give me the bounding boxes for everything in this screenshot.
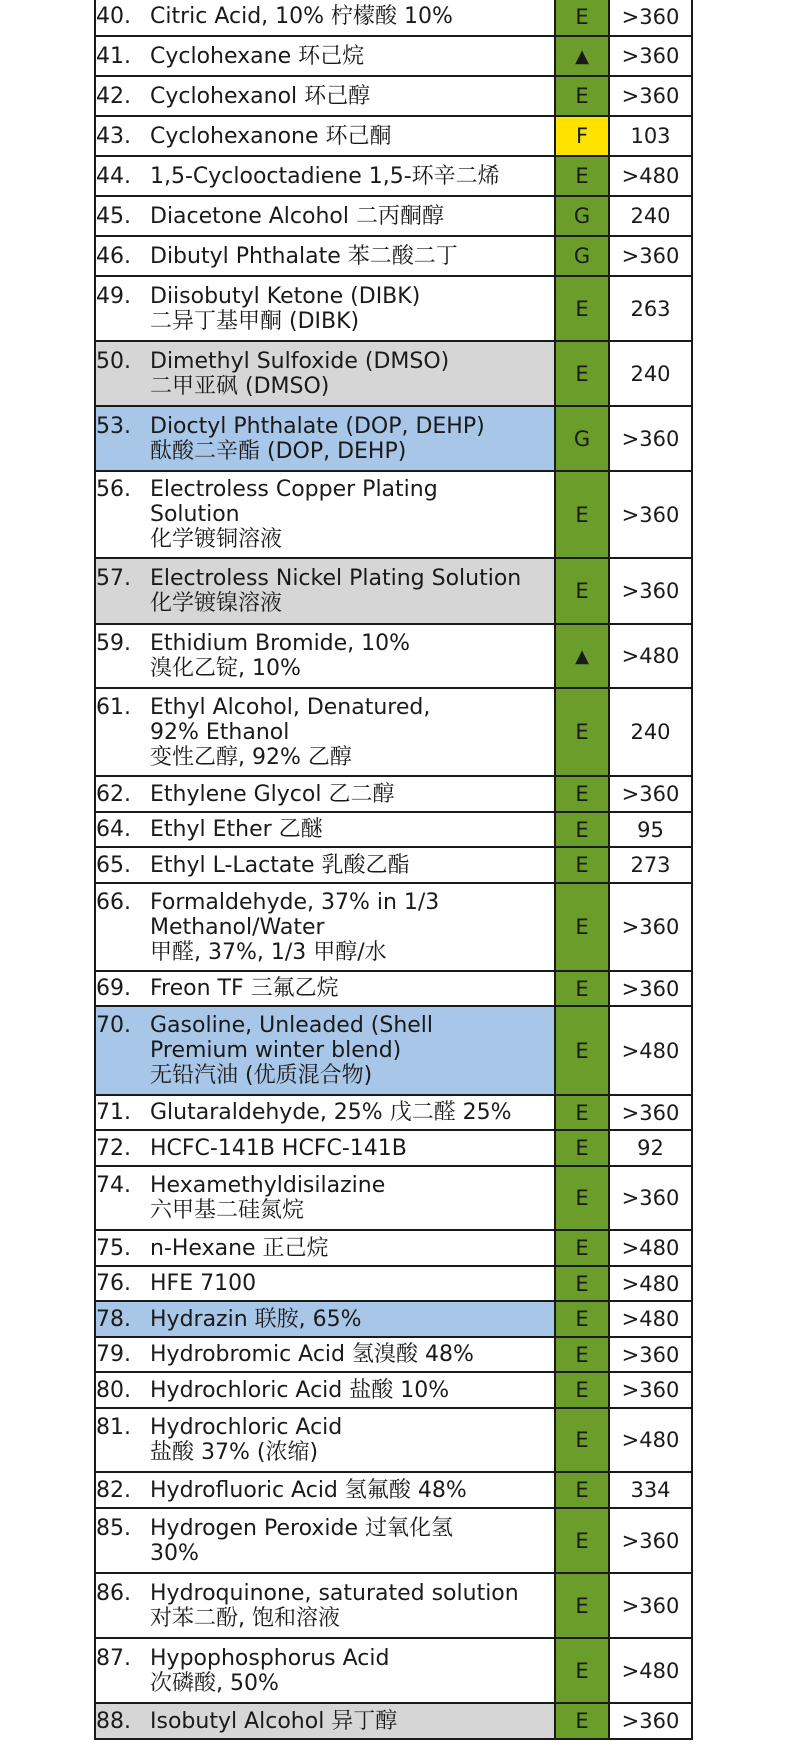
chemical-name: Hydrofluoric Acid 氢氟酸 48%: [150, 1477, 467, 1503]
rating-badge: E: [555, 1230, 609, 1266]
chemical-name: Hydrazin 联胺, 65%: [150, 1306, 362, 1332]
chemical-cell: [95, 1266, 555, 1301]
chemical-number: 66.: [96, 889, 131, 915]
rating-badge: E: [555, 1130, 609, 1166]
breakthrough-time: >480: [609, 156, 692, 196]
breakthrough-time: >360: [609, 0, 692, 36]
breakthrough-time: >360: [609, 1337, 692, 1372]
rating-badge: E: [555, 1337, 609, 1372]
chemical-name: Hydrogen Peroxide 过氧化氢 30%: [150, 1515, 453, 1566]
chemical-name: Dibutyl Phthalate 苯二酸二丁: [150, 243, 458, 269]
chemical-cell: [95, 971, 555, 1006]
rating-badge: G: [555, 236, 609, 276]
table-row: [95, 76, 692, 116]
chemical-number: 53.: [96, 413, 131, 439]
chemical-name: HCFC-141B HCFC-141B: [150, 1135, 407, 1161]
chemical-number: 75.: [96, 1235, 131, 1261]
warning-triangle-icon: ▲: [555, 624, 609, 688]
chemical-name: Ethidium Bromide, 10% 溴化乙锭, 10%: [150, 631, 411, 681]
rating-badge: E: [555, 76, 609, 116]
breakthrough-time: >480: [609, 1638, 692, 1703]
table-row: [95, 1230, 692, 1266]
rating-badge: E: [555, 0, 609, 36]
chemical-number: 49.: [96, 283, 131, 309]
chemical-cell: [95, 0, 555, 36]
breakthrough-time: 92: [609, 1130, 692, 1166]
breakthrough-time: >360: [609, 776, 692, 812]
chemical-cell: [95, 1095, 555, 1130]
rating-badge: E: [555, 471, 609, 558]
breakthrough-time: 263: [609, 276, 692, 341]
breakthrough-time: 334: [609, 1472, 692, 1508]
rating-badge: E: [555, 847, 609, 883]
chemical-name: Cyclohexane 环己烷: [150, 43, 365, 69]
table-row: [95, 1472, 692, 1508]
chemical-name: Formaldehyde, 37% in 1/3 Methanol/Water 甲醛, 37%, 1/3 甲醇/水: [150, 889, 440, 965]
chemical-number: 59.: [96, 631, 131, 656]
chemical-name: Electroless Copper Plating Solution 化学镀铜溶液: [150, 477, 438, 552]
breakthrough-time: 240: [609, 341, 692, 406]
chemical-name: Ethyl Alcohol, Denatured, 92% Ethanol 变性乙醇, 92% 乙醇: [150, 694, 431, 770]
breakthrough-time: >360: [609, 971, 692, 1006]
chemical-name: Hydrochloric Acid 盐酸 37% (浓缩): [150, 1415, 343, 1465]
rating-badge: E: [555, 971, 609, 1006]
chemical-number: 64.: [96, 817, 131, 842]
breakthrough-time: >360: [609, 76, 692, 116]
chemical-cell: [95, 1408, 555, 1472]
chemical-cell: [95, 688, 555, 776]
chemical-cell: [95, 276, 555, 341]
rating-badge: E: [555, 558, 609, 624]
chemical-number: 42.: [96, 83, 131, 109]
table-row: [95, 1130, 692, 1166]
chemical-cell: [95, 1573, 555, 1638]
table-row: [95, 971, 692, 1006]
table-row: [95, 406, 692, 471]
rating-badge: E: [555, 1301, 609, 1337]
chemical-cell: [95, 1301, 555, 1337]
table-row: [95, 1266, 692, 1301]
table-row: [95, 1408, 692, 1472]
chemical-name: Isobutyl Alcohol 异丁醇: [150, 1708, 398, 1734]
rating-badge: F: [555, 116, 609, 156]
chemical-name: Hydrobromic Acid 氢溴酸 48%: [150, 1342, 474, 1367]
chemical-number: 72.: [96, 1135, 131, 1161]
chemical-cell: [95, 1472, 555, 1508]
chemical-number: 44.: [96, 163, 131, 189]
rating-badge: E: [555, 1006, 609, 1095]
chemical-cell: [95, 1166, 555, 1230]
chemical-name: 1,5-Cyclooctadiene 1,5-环辛二烯: [150, 163, 500, 189]
breakthrough-time: >480: [609, 1006, 692, 1095]
chemical-number: 82.: [96, 1477, 131, 1503]
rating-badge: E: [555, 1266, 609, 1301]
chemical-cell: [95, 1508, 555, 1573]
breakthrough-time: >360: [609, 471, 692, 558]
chemical-name: Citric Acid, 10% 柠檬酸 10%: [150, 4, 453, 29]
rating-badge: E: [555, 1508, 609, 1573]
breakthrough-time: >360: [609, 883, 692, 971]
breakthrough-time: >480: [609, 1301, 692, 1337]
chemical-name: Ethylene Glycol 乙二醇: [150, 781, 395, 807]
breakthrough-time: >360: [609, 1703, 692, 1739]
chemical-cell: [95, 156, 555, 196]
rating-badge: E: [555, 688, 609, 776]
table-row: [95, 1573, 692, 1638]
rating-badge: E: [555, 156, 609, 196]
table-row: [95, 196, 692, 236]
chemical-cell: [95, 196, 555, 236]
rating-badge: E: [555, 1638, 609, 1703]
chemical-name: Diisobutyl Ketone (DIBK) 二异丁基甲酮 (DIBK): [150, 283, 421, 334]
table-row: [95, 1638, 692, 1703]
chemical-cell: [95, 1638, 555, 1703]
chemical-number: 69.: [96, 976, 131, 1001]
breakthrough-time: 273: [609, 847, 692, 883]
rating-badge: E: [555, 812, 609, 847]
chemical-cell: [95, 1337, 555, 1372]
table-row: [95, 1372, 692, 1408]
table-body: [95, 0, 692, 1739]
chemical-number: 85.: [96, 1515, 131, 1541]
breakthrough-time: >480: [609, 1230, 692, 1266]
chemical-cell: [95, 116, 555, 156]
chemical-number: 71.: [96, 1100, 131, 1125]
chemical-cell: [95, 1230, 555, 1266]
rating-badge: E: [555, 1408, 609, 1472]
table-row: [95, 558, 692, 624]
chemical-cell: [95, 624, 555, 688]
chemical-name: Ethyl Ether 乙醚: [150, 817, 323, 842]
chemical-cell: [95, 883, 555, 971]
breakthrough-time: 240: [609, 196, 692, 236]
table-row: [95, 847, 692, 883]
chemical-cell: [95, 36, 555, 76]
rating-badge: E: [555, 883, 609, 971]
chemical-number: 56.: [96, 477, 131, 502]
rating-badge: G: [555, 406, 609, 471]
breakthrough-time: >360: [609, 236, 692, 276]
rating-badge: G: [555, 196, 609, 236]
table-row: [95, 1703, 692, 1739]
chemical-number: 80.: [96, 1377, 131, 1403]
chemical-cell: [95, 558, 555, 624]
chemical-name: Diacetone Alcohol 二丙酮醇: [150, 203, 444, 229]
chemical-cell: [95, 406, 555, 471]
chemical-resistance-table: [94, 0, 693, 1740]
warning-triangle-icon: ▲: [555, 36, 609, 76]
rating-badge: E: [555, 1372, 609, 1408]
chemical-name: Cyclohexanol 环己醇: [150, 83, 371, 109]
chemical-number: 65.: [96, 852, 131, 878]
breakthrough-time: 240: [609, 688, 692, 776]
breakthrough-time: >480: [609, 1408, 692, 1472]
table-row: [95, 883, 692, 971]
table-row: [95, 1508, 692, 1573]
table-row: [95, 471, 692, 558]
chemical-name: Ethyl L-Lactate 乳酸乙酯: [150, 852, 410, 878]
chemical-cell: [95, 236, 555, 276]
chemical-number: 87.: [96, 1645, 131, 1671]
chemical-name: Glutaraldehyde, 25% 戊二醛 25%: [150, 1100, 512, 1125]
chemical-cell: [95, 812, 555, 847]
chemical-cell: [95, 847, 555, 883]
table-row: [95, 812, 692, 847]
breakthrough-time: >360: [609, 1095, 692, 1130]
chemical-number: 76.: [96, 1271, 131, 1296]
breakthrough-time: >360: [609, 558, 692, 624]
table-row: [95, 624, 692, 688]
chemical-name: Freon TF 三氟乙烷: [150, 976, 339, 1001]
chemical-number: 79.: [96, 1342, 131, 1367]
table-row: [95, 688, 692, 776]
table-row: [95, 1006, 692, 1095]
chemical-name: Hydroquinone, saturated solution 对苯二酚, 饱和溶液: [150, 1580, 519, 1631]
chemical-number: 41.: [96, 43, 131, 69]
chemical-cell: [95, 1703, 555, 1739]
table-row: [95, 1301, 692, 1337]
breakthrough-time: >360: [609, 1573, 692, 1638]
rating-badge: E: [555, 1703, 609, 1739]
table-row: [95, 1337, 692, 1372]
chemical-cell: [95, 341, 555, 406]
chemical-name: Hexamethyldisilazine 六甲基二硅氮烷: [150, 1173, 386, 1223]
chemical-cell: [95, 76, 555, 116]
chemical-number: 46.: [96, 243, 131, 269]
chemical-name: n-Hexane 正己烷: [150, 1235, 329, 1261]
breakthrough-time: >480: [609, 624, 692, 688]
table-row: [95, 341, 692, 406]
chemical-name: Electroless Nickel Plating Solution 化学镀镍溶液: [150, 566, 522, 616]
breakthrough-time: >360: [609, 1166, 692, 1230]
chemical-number: 78.: [96, 1306, 131, 1332]
chemical-number: 88.: [96, 1708, 131, 1734]
table-row: [95, 1166, 692, 1230]
rating-badge: E: [555, 276, 609, 341]
chemical-cell: [95, 1372, 555, 1408]
chemical-number: 57.: [96, 566, 131, 591]
chemical-number: 45.: [96, 203, 131, 229]
chemical-cell: [95, 1130, 555, 1166]
chemical-name: Hydrochloric Acid 盐酸 10%: [150, 1377, 450, 1403]
rating-badge: E: [555, 1472, 609, 1508]
chemical-name: Gasoline, Unleaded (Shell Premium winter blend) 无铅汽油 (优质混合物): [150, 1013, 434, 1088]
chemical-number: 50.: [96, 348, 131, 374]
chemical-number: 61.: [96, 694, 131, 720]
rating-badge: E: [555, 1573, 609, 1638]
chemical-number: 81.: [96, 1415, 131, 1440]
breakthrough-time: >360: [609, 406, 692, 471]
table-row: [95, 276, 692, 341]
chemical-number: 74.: [96, 1173, 131, 1198]
breakthrough-time: >360: [609, 1372, 692, 1408]
rating-badge: E: [555, 776, 609, 812]
chemical-number: 43.: [96, 123, 131, 149]
chemical-cell: [95, 776, 555, 812]
chemical-name: Dimethyl Sulfoxide (DMSO) 二甲亚砜 (DMSO): [150, 348, 450, 399]
table-row: [95, 156, 692, 196]
chemical-cell: [95, 471, 555, 558]
table-row: [95, 0, 692, 36]
rating-badge: E: [555, 341, 609, 406]
rating-badge: E: [555, 1095, 609, 1130]
breakthrough-time: >480: [609, 1266, 692, 1301]
rating-badge: E: [555, 1166, 609, 1230]
chemical-number: 40.: [96, 4, 131, 29]
chemical-name: HFE 7100: [150, 1271, 257, 1296]
chemical-number: 70.: [96, 1013, 131, 1038]
chemical-name: Hypophosphorus Acid 次磷酸, 50%: [150, 1645, 390, 1696]
chemical-name: Cyclohexanone 环己酮: [150, 123, 392, 149]
chemical-cell: [95, 1006, 555, 1095]
table-row: [95, 36, 692, 76]
chemical-number: 62.: [96, 781, 131, 807]
breakthrough-time: >360: [609, 36, 692, 76]
table-row: [95, 116, 692, 156]
chemical-number: 86.: [96, 1580, 131, 1606]
breakthrough-time: 103: [609, 116, 692, 156]
chemical-name: Dioctyl Phthalate (DOP, DEHP) 酞酸二辛酯 (DOP, DEHP): [150, 413, 485, 464]
breakthrough-time: >360: [609, 1508, 692, 1573]
breakthrough-time: 95: [609, 812, 692, 847]
table-row: [95, 236, 692, 276]
table-row: [95, 776, 692, 812]
table-row: [95, 1095, 692, 1130]
